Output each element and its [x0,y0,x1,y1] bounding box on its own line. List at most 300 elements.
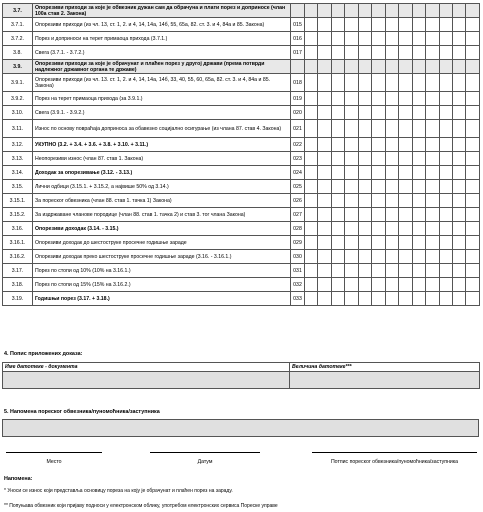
amount-digit-box[interactable] [318,74,331,92]
amount-digit-box[interactable] [305,194,318,208]
amount-digit-box[interactable] [345,222,358,236]
amount-digit-box[interactable] [452,278,465,292]
amount-digit-box[interactable] [345,278,358,292]
amount-digit-box[interactable] [452,194,465,208]
amount-digit-box[interactable] [452,18,465,32]
amount-digit-box[interactable] [372,180,385,194]
amount-digit-box[interactable] [412,194,425,208]
section-5-title: 5. Напомена пореског обвезника/пуномоћника/заступника [4,409,160,415]
amount-digit-box[interactable] [318,46,331,60]
amount-digit-box[interactable] [439,208,452,222]
amount-digit-box [399,4,412,18]
amount-digit-box[interactable] [399,18,412,32]
amount-digit-box[interactable] [385,180,398,194]
amount-digit-box[interactable] [318,138,331,152]
amount-digit-box[interactable] [305,92,318,106]
amount-digit-box[interactable] [358,46,371,60]
amount-digit-box[interactable] [305,46,318,60]
amount-digit-box[interactable] [372,166,385,180]
amount-digit-box[interactable] [318,278,331,292]
amount-digit-box[interactable] [452,32,465,46]
amount-digit-box[interactable] [318,194,331,208]
amount-digit-box[interactable] [385,32,398,46]
amount-digit-box[interactable] [305,250,318,264]
row-code: 032 [291,278,305,292]
amount-digit-box[interactable] [372,292,385,306]
amount-digit-box[interactable] [439,292,452,306]
amount-digit-box[interactable] [452,250,465,264]
amount-digit-box[interactable] [399,138,412,152]
amount-digit-box[interactable] [318,250,331,264]
amount-digit-box[interactable] [452,236,465,250]
amount-digit-box[interactable] [305,166,318,180]
row-number: 3.7. [3,4,33,18]
amount-digit-box[interactable] [452,264,465,278]
amount-digit-box [439,60,452,74]
amount-digit-box[interactable] [385,222,398,236]
amount-digit-box[interactable] [426,92,439,106]
amount-digit-box[interactable] [466,278,479,292]
section-4-title: 4. Попис приложених доказа: [4,351,83,357]
amount-digit-box[interactable] [345,194,358,208]
amount-digit-box[interactable] [399,292,412,306]
amount-digit-box[interactable] [385,278,398,292]
amount-digit-box[interactable] [452,292,465,306]
amount-digit-box[interactable] [466,264,479,278]
amount-digit-box[interactable] [331,222,344,236]
amount-digit-box[interactable] [439,106,452,120]
amount-digit-box[interactable] [466,166,479,180]
amount-digit-box[interactable] [345,74,358,92]
amount-digit-box[interactable] [305,222,318,236]
amount-digit-box[interactable] [412,292,425,306]
amount-digit-box[interactable] [466,32,479,46]
amount-digit-box[interactable] [372,138,385,152]
amount-digit-box[interactable] [331,278,344,292]
amount-digit-box[interactable] [305,180,318,194]
amount-digit-box[interactable] [305,32,318,46]
amount-digit-box[interactable] [439,74,452,92]
attachment-filesize-field[interactable] [290,372,480,389]
amount-digit-box[interactable] [452,106,465,120]
amount-digit-box[interactable] [305,120,318,138]
amount-digit-box[interactable] [318,166,331,180]
amount-digit-box[interactable] [318,152,331,166]
amount-digit-box[interactable] [345,208,358,222]
amount-digit-box[interactable] [358,32,371,46]
amount-digit-box[interactable] [385,92,398,106]
amount-digit-box[interactable] [358,292,371,306]
amount-digit-box[interactable] [358,250,371,264]
amount-digit-box[interactable] [305,18,318,32]
amount-digit-box[interactable] [412,222,425,236]
amount-digit-box[interactable] [345,18,358,32]
amount-digit-box[interactable] [331,74,344,92]
amount-digit-box[interactable] [331,166,344,180]
amount-digit-box[interactable] [426,250,439,264]
attachment-filename-field[interactable] [3,372,290,389]
amount-digit-box[interactable] [439,92,452,106]
amount-digit-box[interactable] [318,120,331,138]
amount-digit-box[interactable] [318,292,331,306]
amount-digit-box[interactable] [345,120,358,138]
amount-digit-box[interactable] [426,74,439,92]
amount-digit-box[interactable] [331,292,344,306]
amount-digit-box[interactable] [372,120,385,138]
tax-form-table [2,3,480,306]
row-code: 021 [291,120,305,138]
amount-digit-box[interactable] [331,194,344,208]
amount-digit-box[interactable] [372,152,385,166]
amount-digit-box[interactable] [412,236,425,250]
amount-digit-box[interactable] [345,152,358,166]
amount-digit-box[interactable] [466,292,479,306]
amount-digit-box [385,60,398,74]
amount-digit-box[interactable] [305,236,318,250]
amount-digit-box[interactable] [318,264,331,278]
amount-digit-box[interactable] [399,46,412,60]
amount-digit-box[interactable] [426,222,439,236]
amount-digit-box [372,4,385,18]
amount-digit-box[interactable] [358,120,371,138]
amount-digit-box[interactable] [439,222,452,236]
amount-digit-box[interactable] [412,106,425,120]
amount-digit-box[interactable] [412,250,425,264]
amount-digit-box[interactable] [439,32,452,46]
amount-digit-box[interactable] [385,74,398,92]
amount-digit-box[interactable] [358,106,371,120]
amount-digit-box[interactable] [426,292,439,306]
amount-digit-box[interactable] [318,236,331,250]
amount-digit-box[interactable] [305,152,318,166]
amount-digit-box[interactable] [358,208,371,222]
row-number: 3.16.1. [3,236,33,250]
row-code: 019 [291,92,305,106]
amount-digit-box[interactable] [358,18,371,32]
amount-digit-box[interactable] [331,208,344,222]
row-code: 020 [291,106,305,120]
amount-digit-box[interactable] [345,236,358,250]
form-row [3,180,480,194]
amount-digit-box [318,4,331,18]
amount-digit-box[interactable] [412,18,425,32]
amount-digit-box[interactable] [318,222,331,236]
amount-digit-box[interactable] [305,292,318,306]
amount-digit-box[interactable] [331,92,344,106]
amount-digit-box[interactable] [426,236,439,250]
amount-digit-box[interactable] [412,32,425,46]
row-number: 3.11. [3,120,33,138]
amount-digit-box[interactable] [439,180,452,194]
footnote-2: ** Попуњава обвезник који пријаву подноси у електронском облику, употребом електронских сервиса Пореске управе [4,503,278,509]
row-description: Лични одбици (3.15.1. + 3.15.2, а највише 50% од 3.14.) [33,180,291,194]
amount-digit-box[interactable] [412,166,425,180]
row-number: 3.15. [3,180,33,194]
amount-digit-box[interactable] [358,152,371,166]
amount-digit-box[interactable] [331,18,344,32]
amount-digit-box[interactable] [305,208,318,222]
amount-digit-box [358,60,371,74]
amount-digit-box[interactable] [426,18,439,32]
amount-digit-box[interactable] [385,120,398,138]
form-row [3,18,480,32]
row-code: 016 [291,32,305,46]
row-description: Свега (3.9.1. - 3.9.2.) [33,106,291,120]
amount-digit-box[interactable] [372,32,385,46]
amount-digit-box[interactable] [372,236,385,250]
amount-digit-box[interactable] [318,18,331,32]
amount-digit-box[interactable] [426,32,439,46]
amount-digit-box [439,4,452,18]
row-number: 3.9.2. [3,92,33,106]
amount-digit-box[interactable] [426,278,439,292]
amount-digit-box[interactable] [399,194,412,208]
amount-digit-box[interactable] [439,278,452,292]
amount-digit-box[interactable] [358,92,371,106]
amount-digit-box[interactable] [345,292,358,306]
amount-digit-box[interactable] [331,32,344,46]
place-line [6,452,102,453]
amount-digit-box[interactable] [372,278,385,292]
amount-digit-box[interactable] [426,152,439,166]
amount-digit-box[interactable] [399,92,412,106]
amount-digit-box[interactable] [466,222,479,236]
amount-digit-box[interactable] [399,222,412,236]
amount-digit-box[interactable] [426,208,439,222]
amount-digit-box[interactable] [331,106,344,120]
amount-digit-box[interactable] [331,180,344,194]
amount-digit-box[interactable] [399,264,412,278]
amount-digit-box[interactable] [439,194,452,208]
amount-digit-box[interactable] [385,264,398,278]
amount-digit-box[interactable] [426,120,439,138]
amount-digit-box[interactable] [318,92,331,106]
amount-digit-box[interactable] [412,46,425,60]
amount-digit-box[interactable] [412,264,425,278]
amount-digit-box[interactable] [452,152,465,166]
amount-digit-box[interactable] [372,18,385,32]
amount-digit-box[interactable] [412,138,425,152]
amount-digit-box[interactable] [305,278,318,292]
amount-digit-box[interactable] [358,74,371,92]
amount-digit-box[interactable] [452,180,465,194]
amount-digit-box[interactable] [412,208,425,222]
amount-digit-box[interactable] [439,250,452,264]
amount-digit-box[interactable] [331,152,344,166]
amount-digit-box[interactable] [466,180,479,194]
row-number: 3.18. [3,278,33,292]
row-description: Опорезиви приходи (из чл. 13. ст. 1, 2. и 4, 14, 14а, 14б, 33, 40, 55, 60, 65а, 82. ст. 3. и 4, 84а и 85. Закона) [33,74,291,92]
amount-digit-box[interactable] [466,152,479,166]
amount-digit-box[interactable] [385,106,398,120]
row-description: Свега (3.7.1. - 3.7.2.) [33,46,291,60]
amount-digit-box[interactable] [385,208,398,222]
row-number: 3.10. [3,106,33,120]
amount-digit-box[interactable] [466,138,479,152]
amount-digit-box [426,4,439,18]
amount-digit-box[interactable] [426,106,439,120]
amount-digit-box[interactable] [372,264,385,278]
amount-digit-box[interactable] [385,194,398,208]
amount-digit-box[interactable] [345,46,358,60]
amount-digit-box[interactable] [399,152,412,166]
amount-digit-box[interactable] [358,264,371,278]
amount-digit-box[interactable] [399,74,412,92]
amount-digit-box[interactable] [426,194,439,208]
amount-digit-box[interactable] [345,166,358,180]
amount-digit-box[interactable] [345,92,358,106]
amount-digit-box[interactable] [331,250,344,264]
amount-digit-box[interactable] [372,222,385,236]
amount-digit-box [358,4,371,18]
amount-digit-box[interactable] [305,138,318,152]
amount-digit-box[interactable] [399,236,412,250]
date-label: Датум [197,459,213,465]
amount-digit-box[interactable] [345,138,358,152]
amount-digit-box[interactable] [331,120,344,138]
row-number: 3.8. [3,46,33,60]
amount-digit-box[interactable] [399,208,412,222]
amount-digit-box[interactable] [439,120,452,138]
row-code: 017 [291,46,305,60]
amount-digit-box[interactable] [452,46,465,60]
amount-digit-box[interactable] [466,194,479,208]
amount-digit-box[interactable] [426,166,439,180]
amount-digit-box[interactable] [412,92,425,106]
amount-digit-box[interactable] [452,222,465,236]
amount-digit-box[interactable] [358,180,371,194]
amount-digit-box[interactable] [412,180,425,194]
amount-digit-box[interactable] [399,250,412,264]
amount-digit-box[interactable] [331,236,344,250]
amount-digit-box[interactable] [372,106,385,120]
row-code [291,4,305,18]
amount-digit-box[interactable] [358,194,371,208]
amount-digit-box[interactable] [345,264,358,278]
amount-digit-box[interactable] [399,32,412,46]
amount-digit-box[interactable] [331,46,344,60]
amount-digit-box[interactable] [426,264,439,278]
amount-digit-box[interactable] [385,250,398,264]
amount-digit-box[interactable] [345,32,358,46]
form-row [3,120,480,138]
amount-digit-box[interactable] [305,74,318,92]
amount-digit-box[interactable] [439,236,452,250]
amount-digit-box[interactable] [439,46,452,60]
amount-digit-box[interactable] [439,18,452,32]
note-field[interactable] [2,419,479,437]
amount-digit-box[interactable] [385,236,398,250]
amount-digit-box[interactable] [385,46,398,60]
amount-digit-box[interactable] [318,208,331,222]
form-row [3,4,480,18]
amount-digit-box[interactable] [385,292,398,306]
amount-digit-box[interactable] [358,278,371,292]
amount-digit-box[interactable] [399,120,412,138]
amount-digit-box[interactable] [399,106,412,120]
amount-digit-box[interactable] [466,92,479,106]
amount-digit-box[interactable] [318,106,331,120]
amount-digit-box[interactable] [452,120,465,138]
amount-digit-box[interactable] [372,208,385,222]
row-code: 028 [291,222,305,236]
amount-digit-box[interactable] [466,46,479,60]
amount-digit-box[interactable] [466,106,479,120]
amount-digit-box [331,60,344,74]
amount-digit-box[interactable] [372,46,385,60]
amount-digit-box[interactable] [452,208,465,222]
attachments-col-filesize: Величина датотеке*** [290,363,480,372]
amount-digit-box[interactable] [439,152,452,166]
amount-digit-box[interactable] [452,166,465,180]
amount-digit-box[interactable] [372,92,385,106]
amount-digit-box[interactable] [399,278,412,292]
amount-digit-box[interactable] [426,180,439,194]
amount-digit-box[interactable] [331,264,344,278]
amount-digit-box[interactable] [358,222,371,236]
row-description: Опорезиви приходи за које је обвезник дужан сам да обрачуна и плати порез и доприносе (члан 100а став 2. Закона) [33,4,291,18]
amount-digit-box[interactable] [466,18,479,32]
amount-digit-box [452,4,465,18]
amount-digit-box[interactable] [385,152,398,166]
row-description: Годишњи порез (3.17. + 3.18.) [33,292,291,306]
amount-digit-box[interactable] [358,236,371,250]
amount-digit-box[interactable] [452,138,465,152]
amount-digit-box[interactable] [466,250,479,264]
amount-digit-box[interactable] [305,264,318,278]
amount-digit-box[interactable] [385,18,398,32]
form-row [3,32,480,46]
amount-digit-box[interactable] [426,138,439,152]
amount-digit-box[interactable] [412,74,425,92]
row-number: 3.7.2. [3,32,33,46]
amount-digit-box[interactable] [358,138,371,152]
amount-digit-box[interactable] [439,166,452,180]
amount-digit-box[interactable] [399,180,412,194]
amount-digit-box[interactable] [385,138,398,152]
amount-digit-box[interactable] [426,46,439,60]
row-code: 023 [291,152,305,166]
amount-digit-box[interactable] [466,236,479,250]
amount-digit-box[interactable] [318,32,331,46]
amount-digit-box[interactable] [439,138,452,152]
amount-digit-box[interactable] [345,180,358,194]
amount-digit-box[interactable] [345,106,358,120]
amount-digit-box[interactable] [358,166,371,180]
amount-digit-box [345,60,358,74]
amount-digit-box[interactable] [412,152,425,166]
amount-digit-box[interactable] [305,106,318,120]
amount-digit-box[interactable] [412,120,425,138]
amount-digit-box[interactable] [318,180,331,194]
amount-digit-box[interactable] [372,250,385,264]
amount-digit-box[interactable] [466,74,479,92]
amount-digit-box[interactable] [466,208,479,222]
amount-digit-box[interactable] [466,120,479,138]
amount-digit-box[interactable] [372,194,385,208]
amount-digit-box[interactable] [412,278,425,292]
amount-digit-box[interactable] [452,92,465,106]
row-description: Опорезиви доходак (3.14. - 3.15.) [33,222,291,236]
amount-digit-box[interactable] [372,74,385,92]
amount-digit-box[interactable] [399,166,412,180]
amount-digit-box[interactable] [331,138,344,152]
amount-digit-box[interactable] [345,250,358,264]
row-number: 3.9. [3,60,33,74]
amount-digit-box[interactable] [439,264,452,278]
amount-digit-box[interactable] [385,166,398,180]
amount-digit-box[interactable] [452,74,465,92]
